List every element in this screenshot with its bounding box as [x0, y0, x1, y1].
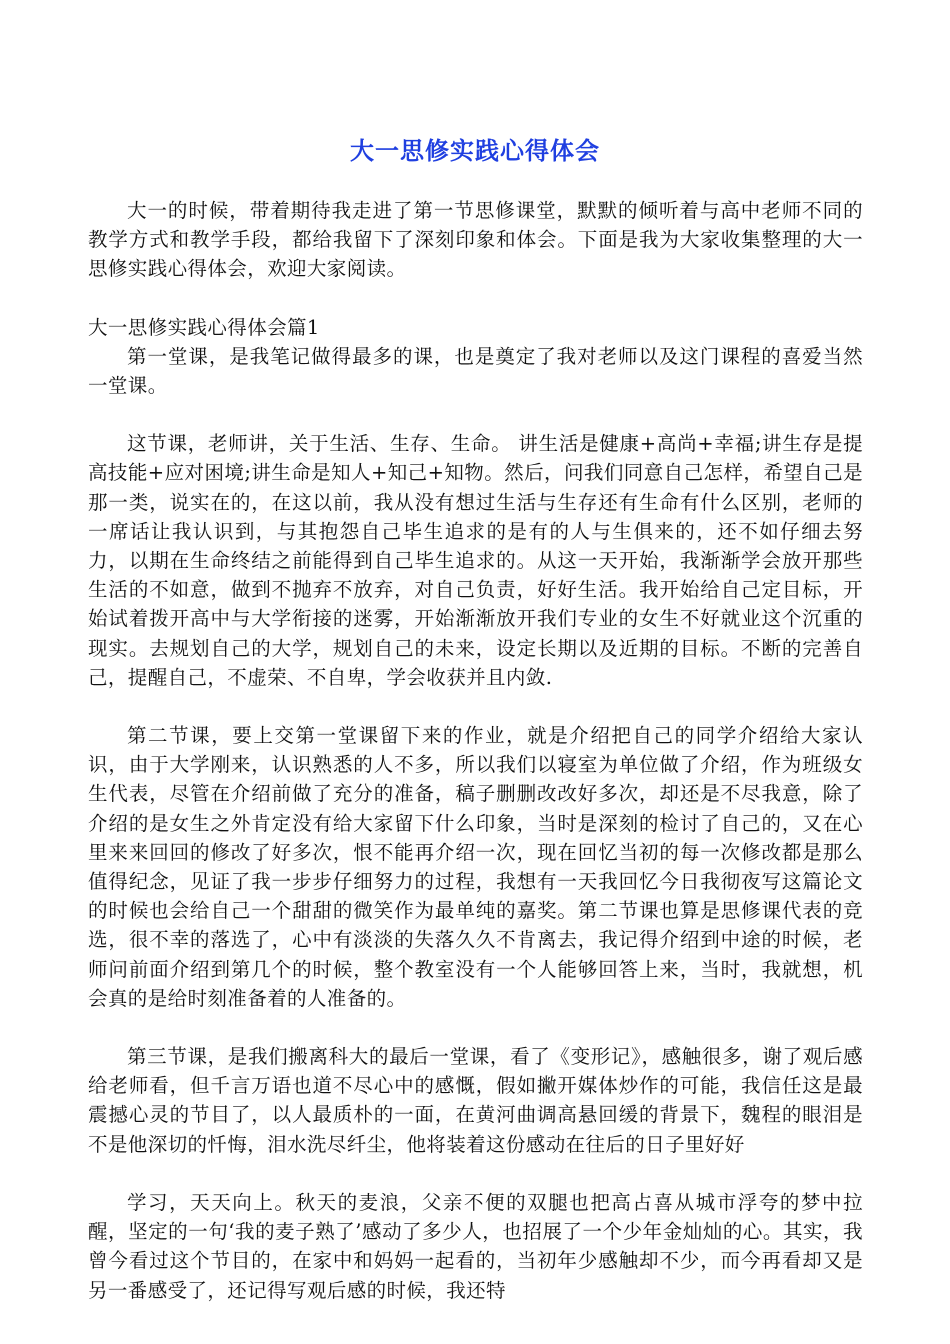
paragraph-spacer [88, 284, 863, 313]
paragraph-spacer [88, 1013, 863, 1042]
body-paragraph-4: 第三节课，是我们搬离科大的最后一堂课，看了《变形记》，感触很多，谢了观后感给老师看，但千言万语也道不尽心中的感慨，假如撇开媒体炒作的可能，我信任这是最震撼心灵的节目了，以人最质朴的一面，在黄河曲调高悬回缓的背景下，魏程的眼泪是不是他深切的忏悔，泪水洗尽纤尘，他将装着这份感动在往后的日子里好好 [88, 1045, 863, 1156]
body-paragraph-1: 第一堂课，是我笔记做得最多的课，也是奠定了我对老师以及这门课程的喜爱当然一堂课。 [88, 344, 863, 398]
document-title: 大一思修实践心得体会 [350, 137, 600, 165]
body-paragraph-5: 学习，天天向上。秋天的麦浪，父亲不便的双腿也把高占喜从城市浮夸的梦中拉醒，坚定的一句‘我的麦子熟了’感动了多少人，也招展了一个少年金灿灿的心。其实，我曾今看过这个节目的，在家中和妈妈一起看的，当初年少感触却不少，而今再看却又是另一番感受了，还记得写观后感的时候，我还特 [88, 1190, 863, 1302]
paragraph-spacer [88, 400, 863, 429]
paragraph-spacer [88, 1159, 863, 1188]
paragraph-spacer [88, 692, 863, 721]
document-body [88, 196, 863, 1305]
section-heading: 大一思修实践心得体会篇1 [88, 315, 320, 339]
body-paragraph-3: 第二节课，要上交第一堂课留下来的作业，就是介绍把自己的同学介绍给大家认识，由于大学刚来，认识熟悉的人不多，所以我们以寝室为单位做了介绍，作为班级女生代表，尽管在介绍前做了充分的准备，稿子删删改改好多次，却还是不尽我意，除了介绍的是女生之外肯定没有给大家留下什么印象，当时是深刻的检讨了自己的，又在心里来来回回的修改了好多次，恨不能再介绍一次，现在回忆当初的每一次修改都是那么值得纪念，见证了我一步步仔细努力的过程，我想有一天我回忆今日我彻夜写这篇论文的时候也会给自己一个甜甜的微笑作为最单纯的嘉奖。第二节课也算是思修课代表的竞选，很不幸的落选了，心中有淡淡的失落久久不肯离去，我记得介绍到中途的时候，老师问前面介绍到第几个的时候，整个教室没有一个人能够回答上来，当时，我就想，机会真的是给时刻准备着的人准备的。 [88, 724, 863, 1010]
intro-paragraph: 大一的时候，带着期待我走进了第一节思修课堂，默默的倾听着与高中老师不同的教学方式和教学手段，都给我留下了深刻印象和体会。下面是我为大家收集整理的大一思修实践心得体会，欢迎大家阅读。 [88, 199, 863, 281]
body-paragraph-2: 这节课，老师讲，关于生活、生存、生命。 讲生活是健康+高尚+幸福;讲生存是提高技能+应对困境;讲生命是知人+知己+知物。然后，问我们同意自己怎样，希望自己是那一类，说实在的，在这以前，我从没有想过生活与生存还有生命有什么区别，老师的一席话让我认识到，与其抱怨自己毕生追求的是有的人与生俱来的，还不如仔细去努力，以期在生命终结之前能得到自己毕生追求的。从这一天开始，我渐渐学会放开那些生活的不如意，做到不抛弃不放弃，对自己负责，好好生活。我开始给自己定目标，开始试着拨开高中与大学衔接的迷雾，开始渐渐放开我们专业的女生不好就业这个沉重的现实。去规划自己的大学，规划自己的未来，设定长期以及近期的目标。不断的完善自己，提醒自己，不虚荣、不自卑，学会收获并且内敛. [88, 432, 863, 689]
